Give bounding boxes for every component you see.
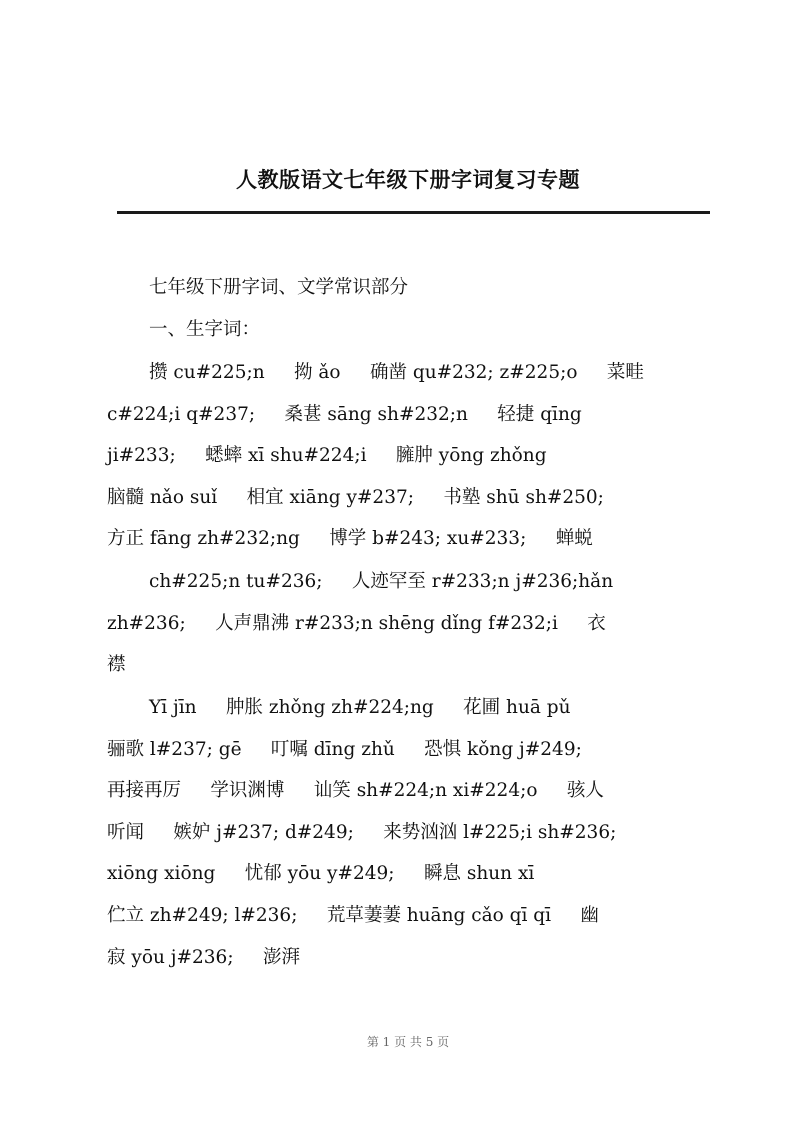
body-line: 伫立 zh#249; l#236; 荒草萋萋 huāng cǎo qī qī 幽 [107,905,599,926]
body-line: 骊歌 l#237; gē 叮嘱 dīng zhǔ 恐惧 kǒng j#249; [107,739,582,760]
body-line: 再接再厉 学识渊博 讪笑 sh#224;n xi#224;o 骇人 [107,780,604,801]
body-line: 脑髓 nǎo suǐ 相宜 xiāng y#237; 书塾 shū sh#250; [107,487,604,508]
body-line: xiōng xiōng 忧郁 yōu y#249; 瞬息 shun xī [107,863,535,884]
body-line: 襟 [107,654,126,675]
body-line: c#224;i q#237; 桑葚 sāng sh#232;n 轻捷 qīng [107,404,582,425]
subsection-heading: 一、生字词： [149,319,261,340]
section-heading: 七年级下册字词、文学常识部分 [149,277,409,298]
title-divider [117,211,710,214]
body-line: Yī jīn 肿胀 zhǒng zh#224;ng 花圃 huā pǔ [149,697,571,718]
body-line: ji#233; 蟋蟀 xī shu#224;i 臃肿 yōng zhǒng [107,445,547,466]
body-line: 方正 fāng zh#232;ng 博学 b#243; xu#233; 蝉蜕 [107,528,593,549]
page-number-footer: 第 1 页 共 5 页 [366,1035,450,1049]
body-line: ch#225;n tu#236; 人迹罕至 r#233;n j#236;hǎn [149,571,614,592]
document-title: 人教版语文七年级下册字词复习专题 [236,167,580,192]
body-line: zh#236; 人声鼎沸 r#233;n shēng dǐng f#232;i 衣 [107,613,606,634]
body-line: 听闻 嫉妒 j#237; d#249; 来势汹汹 l#225;i sh#236; [107,822,617,843]
body-line: 寂 yōu j#236; 澎湃 [107,947,300,968]
body-line: 攒 cu#225;n 拗 ǎo 确凿 qu#232; z#225;o 菜畦 [149,362,644,383]
